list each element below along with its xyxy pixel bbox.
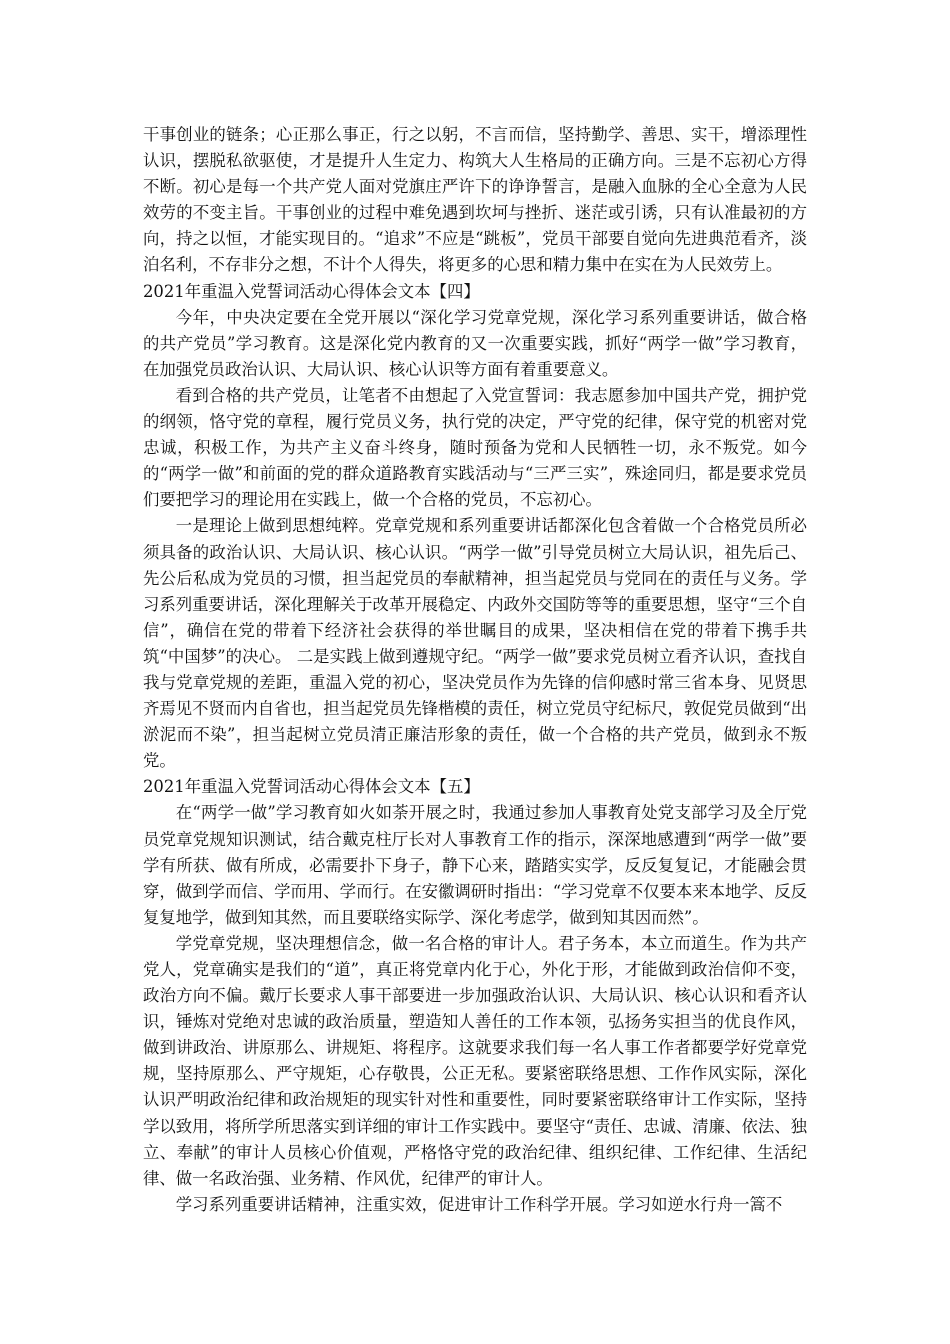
paragraph: 干事创业的链条；心正那么事正，行之以躬，不言而信，坚持勤学、善思、实干，增添理性认识，摆脱私欲驱使，才是提升人生定力、构筑大人生格局的正确方向。三是不忘初心方得不断。初心是每一个共产党人面对党旗庄严许下的诤诤誓言，是融入血脉的全心全意为人民效劳的不变主旨。干事创业的过程中难免遇到坎坷与挫折、迷茫或引诱，只有认准最初的方向，持之以恒，才能实现目的。“追求”不应是“跳板”，党员干部要自觉向先进典范看齐，淡泊名利，不存非分之想，不计个人得失，将更多的心思和精力集中在实在为人民效劳上。	[143, 125, 807, 275]
section-heading: 2021年重温入党誓词活动心得体会文本【四】	[143, 281, 480, 301]
paragraph: 一是理论上做到思想纯粹。党章党规和系列重要讲话都深化包含着做一个合格党员所必须具备的政治认识、大局认识、核心认识。“两学一做”引导党员树立大局认识，祖先后己、先公后私成为党员的习惯，担当起党员的奉献精神，担当起党员与党同在的责任与义务。学习系列重要讲话，深化理解关于改革开展稳定、内政外交国防等等的重要思想，坚守“三个自信”，确信在党的带着下经济社会获得的举世瞩目的成果，坚决相信在党的带着下携手共筑“中国梦”的决心。 二是实践上做到遵规守纪。“两学一做”要求党员树立看齐认识，查找自我与党章党规的差距，重温入党的初心，坚决党员作为先锋的信仰感时常三省本身、见贤思齐焉见不贤而内自省也，担当起党员先锋楷模的责任，树立党员守纪标尺，敦促党员做到“出淤泥而不染”，担当起树立党员清正廉洁形象的责任，做一个合格的共产党员，做到永不叛党。	[143, 516, 808, 771]
paragraph: 在“两学一做”学习教育如火如荼开展之时，我通过参加人事教育处党支部学习及全厅党员党章党规知识测试，结合戴克柱厅长对人事教育工作的指示，深深地感遭到“两学一做”要学有所获、做有所成，必需要扑下身子，静下心来，踏踏实实学，反反复复记，才能融会贯穿，做到学而信、学而用、学而行。在安徽调研时指出：“学习党章不仅要本来本地学、反反复复地学，做到知其然，而且要联络实际学、深化考虑学，做到知其因而然”。	[143, 803, 808, 927]
paragraph: 看到合格的共产党员，让笔者不由想起了入党宣誓词：我志愿参加中国共产党，拥护党的纲领，恪守党的章程，履行党员义务，执行党的决定，严守党的纪律，保守党的机密对党忠诚，积极工作，为共产主义奋斗终身，随时预备为党和人民牺牲一切，永不叛党。如今的“两学一做”和前面的党的群众道路教育实践活动与“三严三实”，殊途同归，都是要求党员们要把学习的理论用在实践上，做一个合格的党员，不忘初心。	[143, 385, 807, 510]
document-body	[143, 122, 807, 1218]
paragraph: 学党章党规，坚决理想信念，做一名合格的审计人。君子务本，本立而道生。作为共产党人，党章确实是我们的“道”，真正将党章内化于心，外化于形，才能做到政治信仰不变，政治方向不偏。戴厅长要求人事干部要进一步加强政治认识、大局认识、核心认识和看齐认识，锤炼对党绝对忠诚的政治质量，塑造知人善任的工作本领，弘扬务实担当的优良作风，做到讲政治、讲原那么、讲规矩、将程序。这就要求我们每一名人事工作者都要学好党章党规，坚持原那么、严守规矩，心存敬畏，公正无私。要紧密联络思想、工作作风实际，深化认识严明政治纪律和政治规矩的现实针对性和重要性，同时要紧密联络审计工作实际，坚持学以致用，将所学所思落实到详细的审计工作实践中。要坚守“责任、忠诚、清廉、依法、独立、奉献”的审计人员核心价值观，严格恪守党的政治纪律、组织纪律、工作纪律、生活纪律、做一名政治强、业务精、作风优，纪律严的审计人。	[143, 933, 808, 1188]
paragraph: 学习系列重要讲话精神，注重实效，促进审计工作科学开展。学习如逆水行舟一篙不	[175, 1194, 783, 1214]
paragraph: 今年，中央决定要在全党开展以“深化学习党章党规，深化学习系列重要讲话，做合格的共产党员”学习教育。这是深化党内教育的又一次重要实践，抓好“两学一做”学习教育，在加强党员政治认识、大局认识、核心认识等方面有着重要意义。	[143, 307, 807, 379]
section-heading: 2021年重温入党誓词活动心得体会文本【五】	[143, 777, 480, 797]
